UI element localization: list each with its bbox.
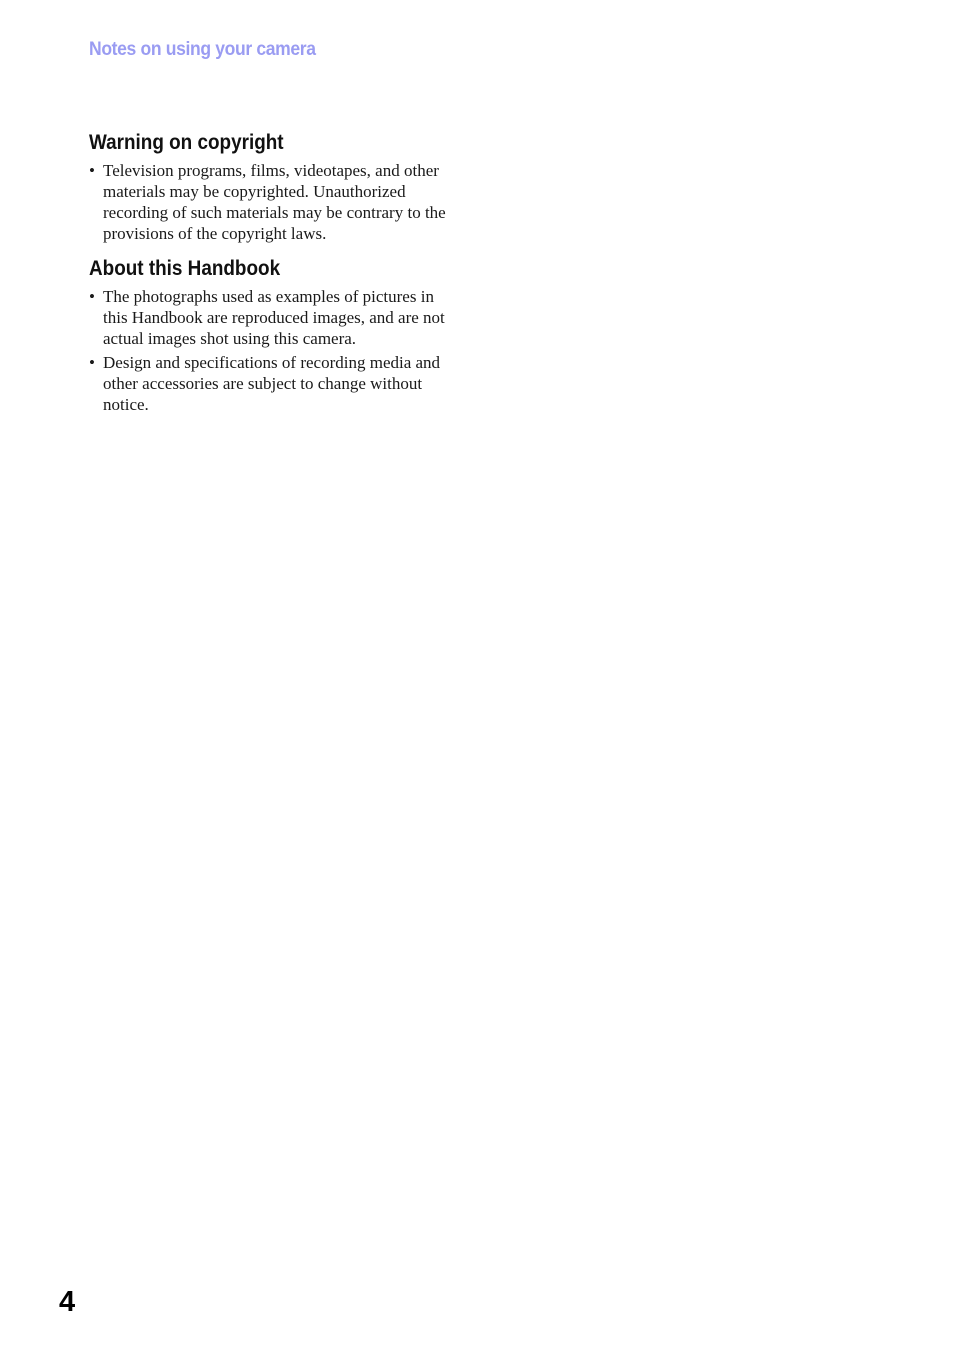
bullet-icon: • xyxy=(89,161,95,180)
list-item-text: Design and specifications of recording media and other accessories are subject to change without notice. xyxy=(103,353,441,414)
list-item-text: Television programs, films, videotapes, and other materials may be copyrighted. Unauthorized recording of such materials may be contrary to the provisions of the copyright laws. xyxy=(103,161,446,243)
section-handbook xyxy=(89,254,461,415)
bullet-icon: • xyxy=(89,287,95,306)
list-item xyxy=(89,352,461,415)
main-column xyxy=(89,128,461,425)
bullet-icon: • xyxy=(89,353,95,372)
list-item xyxy=(89,160,461,244)
section-copyright xyxy=(89,128,461,244)
page-header: Notes on using your camera xyxy=(89,38,316,60)
list-item-text: The photographs used as examples of pictures in this Handbook are reproduced images, and are not actual images shot using this camera. xyxy=(103,287,445,348)
section-heading-copyright: Warning on copyright xyxy=(89,131,284,154)
list-item xyxy=(89,286,461,349)
page-number: 4 xyxy=(59,1286,76,1318)
bullet-list xyxy=(89,286,461,415)
section-heading-handbook: About this Handbook xyxy=(89,257,281,280)
bullet-list xyxy=(89,160,461,244)
